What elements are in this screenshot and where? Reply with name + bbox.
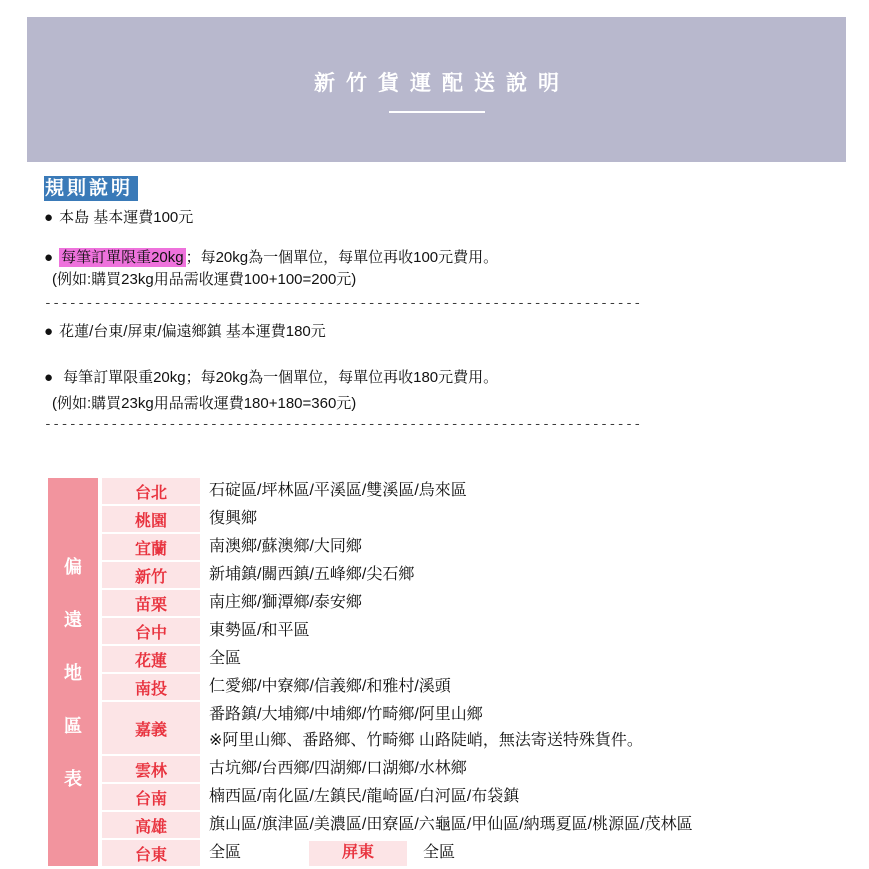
areas-cell (200, 840, 455, 866)
areas-text: 南庄鄉/獅潭鄉/泰安鄉 (209, 594, 362, 611)
city-cell: 新竹 (102, 562, 200, 588)
bullet-icon: ● (44, 369, 54, 386)
areas-text: 古坑鄉/台西鄉/四湖鄉/口湖鄉/水林鄉 (209, 760, 467, 777)
vertical-label-char: 地 (64, 663, 82, 683)
areas-cell (200, 756, 467, 782)
areas-cell (200, 590, 362, 616)
city-cell: 宜蘭 (102, 534, 200, 560)
rule-basic-fee (44, 208, 193, 228)
table-row (102, 618, 693, 644)
areas-cell (200, 506, 257, 532)
city-cell: 高雄 (102, 812, 200, 838)
remote-area-rows (102, 478, 693, 866)
city-cell: 台東 (102, 840, 200, 866)
areas-cell (200, 562, 414, 588)
rule-weight-limit-100 (44, 248, 498, 268)
table-row (102, 646, 693, 672)
areas-text: 全區 (423, 844, 456, 861)
areas-text: 東勢區/和平區 (209, 622, 310, 639)
vertical-label-char: 偏 (64, 557, 82, 577)
table-row (102, 590, 693, 616)
rule-weight-limit-180-text: 每筆訂單限重20kg；每20kg為一個單位，每單位再收180元費用。 (63, 369, 499, 386)
areas-cell (200, 534, 362, 560)
table-row (102, 506, 693, 532)
table-row (102, 812, 693, 838)
vertical-label-char: 表 (64, 769, 82, 789)
city-cell: 台南 (102, 784, 200, 810)
areas-text: 全區 (209, 650, 242, 667)
areas-text: 新埔鎮/關西鎮/五峰鄉/尖石鄉 (209, 566, 415, 583)
areas-text: 仁愛鄉/中寮鄉/信義鄉/和雅村/溪頭 (209, 678, 451, 695)
rule-remote-fee-text: 花蓮/台東/屏東/偏遠鄉鎮 基本運費180元 (59, 323, 326, 340)
city-cell: 屏東 (309, 841, 407, 866)
areas-cell (200, 646, 241, 672)
areas-cell (200, 478, 467, 504)
areas-text: 全區 (209, 844, 242, 861)
rule-example-100: (例如:購買23kg用品需收運費100+100=200元) (52, 271, 357, 288)
city-cell: 台中 (102, 618, 200, 644)
city-cell: 花蓮 (102, 646, 200, 672)
areas-cell (200, 618, 309, 644)
table-row (102, 562, 693, 588)
areas-cell (200, 702, 643, 754)
title-underline (389, 111, 485, 113)
areas-cell (200, 784, 519, 810)
areas-text: 楠西區/南化區/左鎮民/龍崎區/白河區/布袋鎮 (209, 788, 520, 805)
areas-cell (200, 674, 451, 700)
vertical-label-char: 遠 (64, 610, 82, 630)
table-row (102, 702, 693, 754)
city-cell: 桃園 (102, 506, 200, 532)
city-cell: 台北 (102, 478, 200, 504)
table-row (102, 756, 693, 782)
areas-text: 南澳鄉/蘇澳鄉/大同鄉 (209, 538, 362, 555)
table-row (102, 784, 693, 810)
city-cell: 南投 (102, 674, 200, 700)
table-row (102, 534, 693, 560)
city-cell: 苗栗 (102, 590, 200, 616)
rule-weight-limit-100-rest: ；每20kg為一個單位，每單位再收100元費用。 (185, 249, 499, 266)
areas-text: 復興鄉 (209, 510, 258, 527)
table-row (102, 840, 693, 866)
rule-weight-limit-180 (44, 368, 498, 388)
remote-area-table (48, 478, 693, 866)
areas-text: 石碇區/坪林區/平溪區/雙溪區/烏來區 (209, 482, 467, 499)
divider-dashed-1: ------------------------------------------------------------------------ (44, 296, 642, 311)
rule-example-180: (例如:購買23kg用品需收運費180+180=360元) (52, 395, 357, 412)
bullet-icon: ● (44, 209, 54, 226)
rules-heading: 規則說明 (44, 176, 138, 201)
rule-basic-fee-text: 本島 基本運費100元 (59, 209, 194, 226)
areas-text: 番路鎮/大埔鄉/中埔鄉/竹畸鄉/阿里山鄉 (209, 706, 483, 723)
table-row (102, 674, 693, 700)
areas-cell (200, 812, 693, 838)
table-row (102, 478, 693, 504)
city-cell: 嘉義 (102, 702, 200, 754)
bullet-icon: ● (44, 323, 54, 340)
weight-limit-highlight: 每筆訂單限重20kg (61, 249, 184, 266)
divider-dashed-2: ------------------------------------------------------------------------ (44, 417, 642, 432)
remote-area-vertical-label (48, 478, 98, 866)
areas-text: 旗山區/旗津區/美濃區/田寮區/六龜區/甲仙區/納瑪夏區/桃源區/茂林區 (209, 816, 693, 833)
city-cell: 雲林 (102, 756, 200, 782)
vertical-label-char: 區 (64, 716, 82, 736)
areas-note: ※阿里山鄉、番路鄉、竹畸鄉 山路陡峭，無法寄送特殊貨件。 (209, 732, 643, 749)
rule-remote-fee (44, 322, 326, 342)
page-title: 新竹貨運配送說明 (314, 70, 570, 95)
bullet-icon: ● (44, 249, 54, 266)
header-banner (27, 17, 846, 162)
